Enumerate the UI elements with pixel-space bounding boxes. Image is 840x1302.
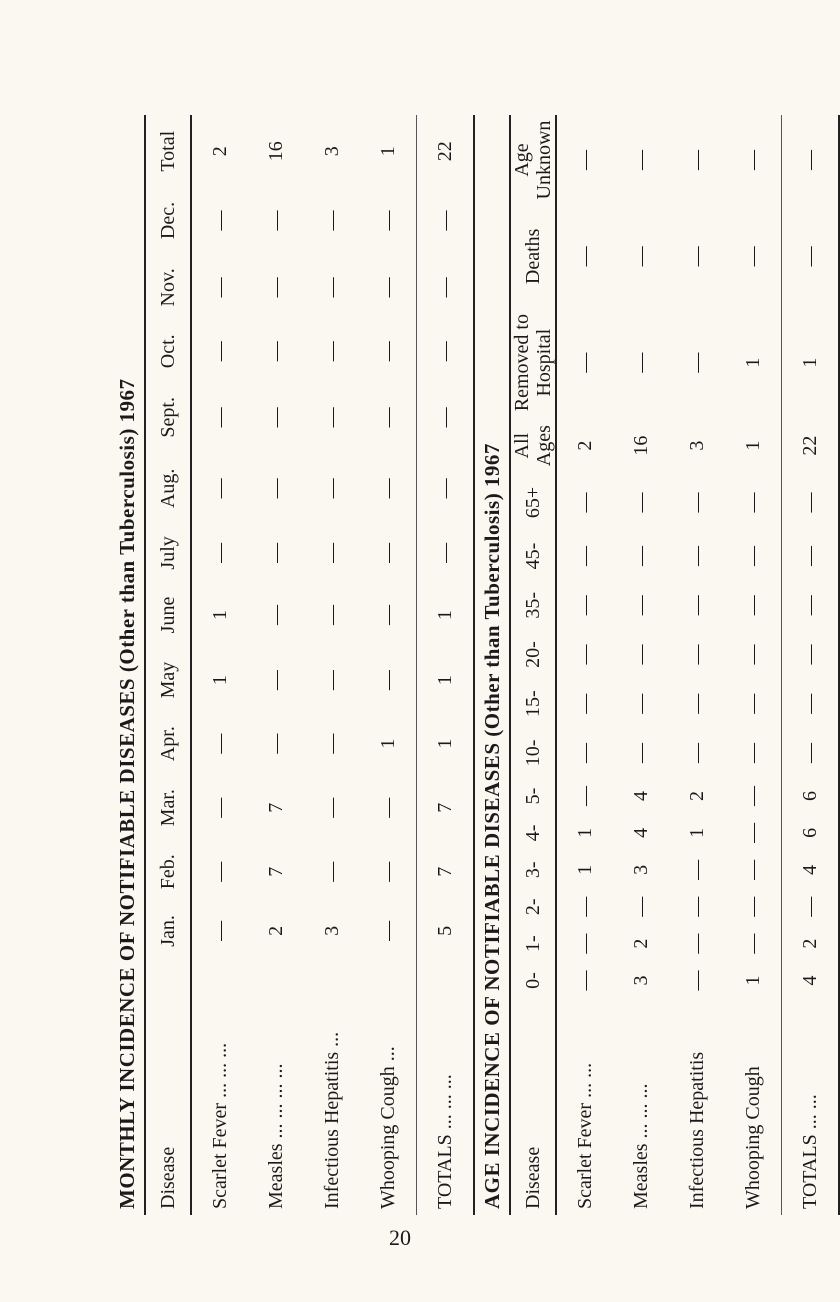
table-cell: —: [685, 492, 708, 513]
table-cell: 3: [629, 975, 652, 986]
col-header: Dec.: [145, 188, 191, 254]
table-cell: —: [208, 277, 231, 298]
disease-name: Infectious Hepatitis: [685, 1051, 708, 1209]
table-cell: —: [264, 733, 287, 754]
table-cell: 16: [264, 141, 287, 162]
table-cell: —: [320, 605, 343, 625]
col-header: Feb.: [145, 841, 191, 903]
col-header: 35-: [510, 581, 556, 630]
table-cell: —: [782, 115, 840, 205]
table-cell: —: [741, 742, 764, 763]
table-cell: —: [320, 407, 343, 428]
table-cell: 7: [417, 775, 475, 841]
table-cell: —: [376, 670, 399, 691]
table-cell: —: [573, 246, 596, 267]
table-cell: —: [782, 474, 840, 532]
table-cell: —: [573, 546, 596, 567]
table-cell: —: [741, 546, 764, 567]
monthly-incidence-section: [110, 95, 475, 1215]
table-cell: —: [376, 797, 399, 818]
table-cell: —: [629, 492, 652, 513]
table-cell: 1: [741, 975, 764, 986]
col-header: Nov.: [145, 254, 191, 322]
table-cell: —: [741, 786, 764, 807]
table-cell: 1: [417, 713, 475, 775]
table-cell: 4: [629, 791, 652, 802]
table-cell: —: [629, 693, 652, 714]
table-cell: —: [417, 381, 475, 453]
col-header: Removed to Hospital: [510, 308, 556, 418]
table-cell: 3: [685, 440, 708, 451]
table-cell: —: [573, 693, 596, 714]
age-incidence-section: [475, 95, 840, 1215]
table-cell: —: [208, 733, 231, 754]
col-header: 0-: [510, 962, 556, 999]
table-cell: —: [685, 595, 708, 616]
table-cell: —: [376, 210, 399, 231]
table-cell: —: [782, 888, 840, 925]
col-header: Sept.: [145, 381, 191, 453]
age-row: [669, 115, 725, 1215]
col-header: Disease: [145, 959, 191, 1215]
table-cell: 2: [208, 146, 231, 157]
age-header-row: [510, 115, 556, 1215]
page-number: 20: [389, 1225, 411, 1250]
table-cell: —: [685, 970, 708, 991]
disease-name: Scarlet Fever ... ... ...: [208, 1042, 231, 1209]
table-cell: —: [685, 246, 708, 267]
table-cell: —: [264, 605, 287, 625]
table-cell: 1: [417, 648, 475, 713]
table-cell: —: [573, 786, 596, 807]
table-cell: 1: [208, 675, 231, 686]
table-cell: —: [376, 861, 399, 882]
table-cell: —: [685, 933, 708, 954]
monthly-table-body: [191, 115, 474, 1215]
col-header: Oct.: [145, 321, 191, 381]
table-cell: —: [376, 920, 399, 941]
table-cell: —: [320, 797, 343, 818]
monthly-row: [417, 115, 475, 1215]
table-cell: —: [685, 896, 708, 917]
table-cell: —: [376, 478, 399, 499]
table-cell: —: [320, 210, 343, 231]
col-header: Deaths: [510, 205, 556, 308]
disease-name: TOTALS ... ... ...: [417, 959, 475, 1215]
age-table-title: AGE INCIDENCE OF NOTIFIABLE DISEASES (Other than Tuberculosis) 1967: [480, 443, 504, 1209]
col-header: 10-: [510, 728, 556, 777]
table-cell: —: [208, 407, 231, 428]
table-cell: —: [573, 933, 596, 954]
col-header: Total: [145, 115, 191, 188]
table-cell: —: [320, 341, 343, 362]
table-cell: 22: [782, 418, 840, 474]
table-cell: —: [741, 644, 764, 665]
table-cell: —: [629, 150, 652, 170]
table-cell: —: [782, 205, 840, 308]
col-header: May: [145, 648, 191, 713]
table-cell: —: [264, 277, 287, 298]
table-cell: —: [782, 581, 840, 630]
table-cell: —: [208, 542, 231, 563]
col-header: 45-: [510, 531, 556, 580]
table-cell: 7: [264, 866, 287, 877]
table-cell: —: [417, 453, 475, 523]
table-cell: —: [782, 679, 840, 728]
monthly-table-title: MONTHLY INCIDENCE OF NOTIFIABLE DISEASES (Other than Tuberculosis) 1967: [115, 378, 139, 1209]
table-cell: —: [741, 150, 764, 170]
table-cell: —: [417, 523, 475, 582]
table-cell: —: [741, 492, 764, 513]
monthly-row: [248, 115, 304, 1215]
table-cell: —: [741, 896, 764, 917]
table-cell: —: [417, 321, 475, 381]
table-cell: —: [629, 644, 652, 665]
table-cell: 1: [741, 440, 764, 451]
monthly-row: [304, 115, 360, 1215]
table-cell: —: [320, 277, 343, 298]
age-incidence-table: [509, 115, 840, 1215]
table-cell: —: [573, 644, 596, 665]
monthly-row: [360, 115, 417, 1215]
table-cell: —: [264, 478, 287, 499]
table-cell: —: [629, 742, 652, 763]
disease-name: Infectious Hepatitis ...: [320, 1031, 343, 1209]
table-cell: 1: [573, 827, 596, 838]
disease-name: Measles ... ... ... ...: [264, 1063, 287, 1209]
disease-name: TOTALS ... ...: [782, 999, 840, 1215]
table-cell: —: [208, 210, 231, 231]
table-cell: 4: [629, 827, 652, 838]
table-cell: —: [376, 341, 399, 362]
table-cell: —: [573, 742, 596, 763]
table-cell: —: [376, 407, 399, 428]
table-cell: —: [741, 246, 764, 267]
table-cell: 2: [629, 938, 652, 949]
table-cell: —: [573, 970, 596, 991]
table-cell: —: [573, 896, 596, 917]
table-cell: —: [685, 859, 708, 880]
monthly-incidence-table: [144, 115, 475, 1215]
table-cell: 1: [376, 146, 399, 157]
table-cell: —: [208, 861, 231, 882]
table-cell: 4: [782, 851, 840, 888]
table-cell: —: [264, 542, 287, 563]
table-cell: —: [264, 210, 287, 231]
col-header: Mar.: [145, 775, 191, 841]
table-cell: 5: [417, 903, 475, 959]
age-row: [613, 115, 669, 1215]
col-header: June: [145, 582, 191, 647]
table-cell: —: [741, 693, 764, 714]
age-row: [782, 115, 840, 1215]
table-cell: 2: [264, 925, 287, 936]
table-cell: 3: [320, 925, 343, 936]
table-cell: 3: [629, 864, 652, 875]
table-cell: —: [376, 277, 399, 298]
age-table-body: [556, 115, 839, 1215]
table-cell: —: [573, 492, 596, 513]
table-cell: —: [629, 352, 652, 373]
table-cell: 2: [782, 925, 840, 962]
table-cell: —: [782, 531, 840, 580]
age-row: [556, 115, 613, 1215]
col-header: 15-: [510, 679, 556, 728]
col-header: July: [145, 523, 191, 582]
table-cell: 2: [685, 791, 708, 802]
table-cell: —: [685, 693, 708, 714]
col-header: Jan.: [145, 903, 191, 959]
table-cell: 1: [573, 864, 596, 875]
table-cell: —: [264, 670, 287, 691]
table-cell: —: [573, 150, 596, 170]
table-cell: —: [741, 595, 764, 616]
table-cell: —: [629, 896, 652, 917]
table-cell: —: [264, 341, 287, 362]
table-cell: —: [685, 352, 708, 373]
col-header: All Ages: [510, 418, 556, 474]
table-cell: 1: [741, 357, 764, 368]
disease-name: Whooping Cough ...: [376, 1046, 399, 1209]
col-header: 20-: [510, 630, 556, 679]
table-cell: 6: [782, 814, 840, 851]
table-cell: —: [629, 595, 652, 616]
col-header: Age Unknown: [510, 115, 556, 205]
table-cell: 4: [782, 962, 840, 999]
table-cell: 7: [417, 841, 475, 903]
table-cell: 6: [782, 778, 840, 815]
table-cell: —: [782, 728, 840, 777]
table-cell: 3: [320, 146, 343, 157]
table-cell: —: [320, 542, 343, 563]
table-cell: —: [208, 797, 231, 818]
table-cell: —: [629, 546, 652, 567]
col-header: Aug.: [145, 453, 191, 523]
table-cell: 22: [417, 115, 475, 188]
col-header: Disease: [510, 999, 556, 1215]
table-cell: —: [741, 933, 764, 954]
table-cell: —: [685, 150, 708, 170]
age-row: [725, 115, 782, 1215]
col-header: 5-: [510, 778, 556, 815]
table-cell: —: [741, 822, 764, 843]
table-cell: —: [320, 670, 343, 691]
table-cell: —: [376, 542, 399, 563]
table-cell: —: [376, 605, 399, 625]
monthly-header-row: [145, 115, 191, 1215]
col-header: 1-: [510, 925, 556, 962]
table-cell: 1: [376, 738, 399, 749]
table-cell: —: [208, 341, 231, 362]
monthly-row: [191, 115, 248, 1215]
col-header: 2-: [510, 888, 556, 925]
table-cell: —: [573, 352, 596, 373]
table-cell: —: [264, 407, 287, 428]
table-cell: —: [320, 478, 343, 499]
col-header: 3-: [510, 851, 556, 888]
table-cell: 1: [685, 827, 708, 838]
table-cell: 1: [208, 610, 231, 620]
table-cell: —: [208, 478, 231, 499]
table-cell: —: [320, 861, 343, 882]
table-cell: —: [741, 859, 764, 880]
table-cell: —: [685, 546, 708, 567]
disease-name: Scarlet Fever ... ...: [573, 1062, 596, 1209]
col-header: 4-: [510, 814, 556, 851]
col-header: Apr.: [145, 713, 191, 775]
table-cell: 16: [629, 435, 652, 456]
table-cell: 7: [264, 802, 287, 813]
table-cell: —: [208, 920, 231, 941]
table-cell: 1: [417, 582, 475, 647]
rotated-content: [110, 95, 821, 1215]
disease-name: Whooping Cough: [741, 1066, 764, 1209]
table-cell: —: [417, 188, 475, 254]
disease-name: Measles ... ... ...: [629, 1083, 652, 1209]
table-cell: —: [320, 733, 343, 754]
table-cell: —: [417, 254, 475, 322]
table-cell: —: [782, 630, 840, 679]
table-cell: —: [573, 595, 596, 616]
table-cell: —: [629, 246, 652, 267]
table-cell: —: [685, 742, 708, 763]
table-cell: 2: [573, 440, 596, 451]
col-header: 65+: [510, 474, 556, 532]
table-cell: —: [685, 644, 708, 665]
table-cell: 1: [782, 308, 840, 418]
